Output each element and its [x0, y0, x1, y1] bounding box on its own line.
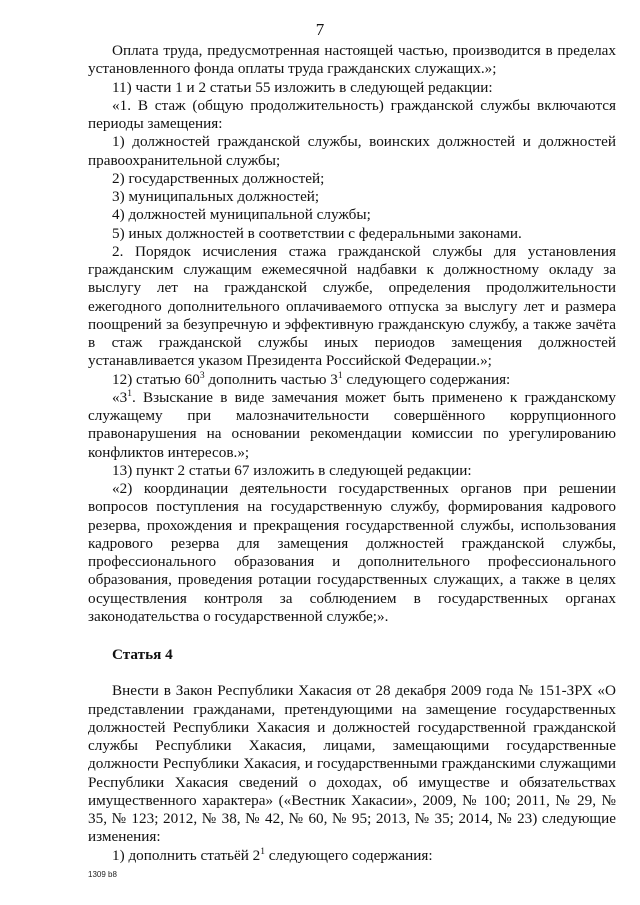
list-item-4: 4) должностей муниципальной службы;: [112, 206, 371, 224]
quote-3-1-text-b: . Взыскание в виде замечания может быть применено к гражданскому служащему при малозначительности совершённого коррупционного правонарушения на основании рекомендации комиссии по урегулированию конфликтов интересов.»;: [88, 388, 616, 461]
paragraph-article-4: Внести в Закон Республики Хакасия от 28 декабря 2009 года № 151-ЗРХ «О представлении гражданами, претендующими на замещение государственных должностей Республики Хакасия и должностей государственной гражданской службы Республики Хакасия, лицами, замещающими государственные должности Республики Хакасия, и государственными гражданскими служащими Республики Хакасия сведений о доходах, об имуществе и обязательствах имущественного характера» («Вестник Хакасии», 2009, № 100; 2011, № 29, № 35, № 123; 2012, № 38, № 42, № 60, № 95; 2013, № 35; 2014, № 23) следующие изменения:: [88, 682, 616, 846]
paragraph-item-11: 11) части 1 и 2 статьи 55 изложить в следующей редакции:: [112, 78, 493, 96]
list-item-5: 5) иных должностей в соответствии с федеральными законами.: [112, 224, 522, 242]
item-1-text-b: следующего содержания:: [264, 846, 433, 864]
paragraph-quote-3-1: [88, 389, 616, 462]
quote-3-1-text-a: «3: [112, 388, 128, 406]
paragraph-quote-2: 2. Порядок исчисления стажа гражданской службы для установления гражданским служащим ежемесячной надбавки к должностному окладу за выслугу лет на гражданской службе, определения продолжительности ежегодного дополнительного оплачиваемого отпуска за выслугу лет и размера поощрений за безупречную и эффективную гражданскую службу, а также зачёта в стаж гражданской службы иных периодов замещения должностей устанавливается указом Президента Российской Федерации.»;: [88, 242, 616, 370]
item-1-text-a: 1) дополнить статьёй 2: [112, 846, 261, 864]
list-item-3: 3) муниципальных должностей;: [112, 188, 320, 205]
item-12-text-c: следующего содержания:: [342, 370, 511, 388]
page-number: 7: [315, 20, 325, 39]
list-item-2: 2) государственных должностей;: [112, 169, 325, 187]
item-1-sup: 1: [260, 846, 265, 857]
item-12-text-a: 12) статью 60: [112, 370, 200, 388]
quote-3-1-sup: 1: [127, 388, 132, 399]
paragraph-item-12: [88, 371, 616, 389]
document-body: [88, 42, 616, 865]
item-12-sup-b: 1: [337, 370, 343, 381]
article-heading: Статья 4: [112, 646, 173, 663]
footer-code: 1309 b8: [88, 870, 117, 879]
paragraph-item-1-article-2-1: [88, 847, 616, 865]
paragraph-quote-coordination: «2) координации деятельности государственных органов при решении вопросов поступления на государственную службу, формирования кадрового резерва, прохождения и прекращения государственной службы, использования кадрового резерва для замещения должностей гражданской службы, профессионального образования и дополнительного профессионального образования, проведения ротации государственных служащих, а также в целях осуществления контроля за соблюдением в государственных органах законодательства о государственной службе;».: [88, 480, 616, 625]
list-item-1: 1) должностей гражданской службы, воинских должностей и должностей правоохранительной службы;: [88, 133, 616, 169]
paragraph-quote-1: «1. В стаж (общую продолжительность) гражданской службы включаются периоды замещения:: [88, 96, 616, 132]
paragraph-item-13: 13) пункт 2 статьи 67 изложить в следующей редакции:: [112, 461, 472, 479]
item-12-text-b: дополнить частью 3: [204, 370, 338, 388]
item-12-sup-a: 3: [199, 370, 205, 381]
paragraph-pay-fund: Оплата труда, предусмотренная настоящей частью, производится в пределах установленного фонда оплаты труда гражданских служащих.»;: [88, 42, 616, 78]
